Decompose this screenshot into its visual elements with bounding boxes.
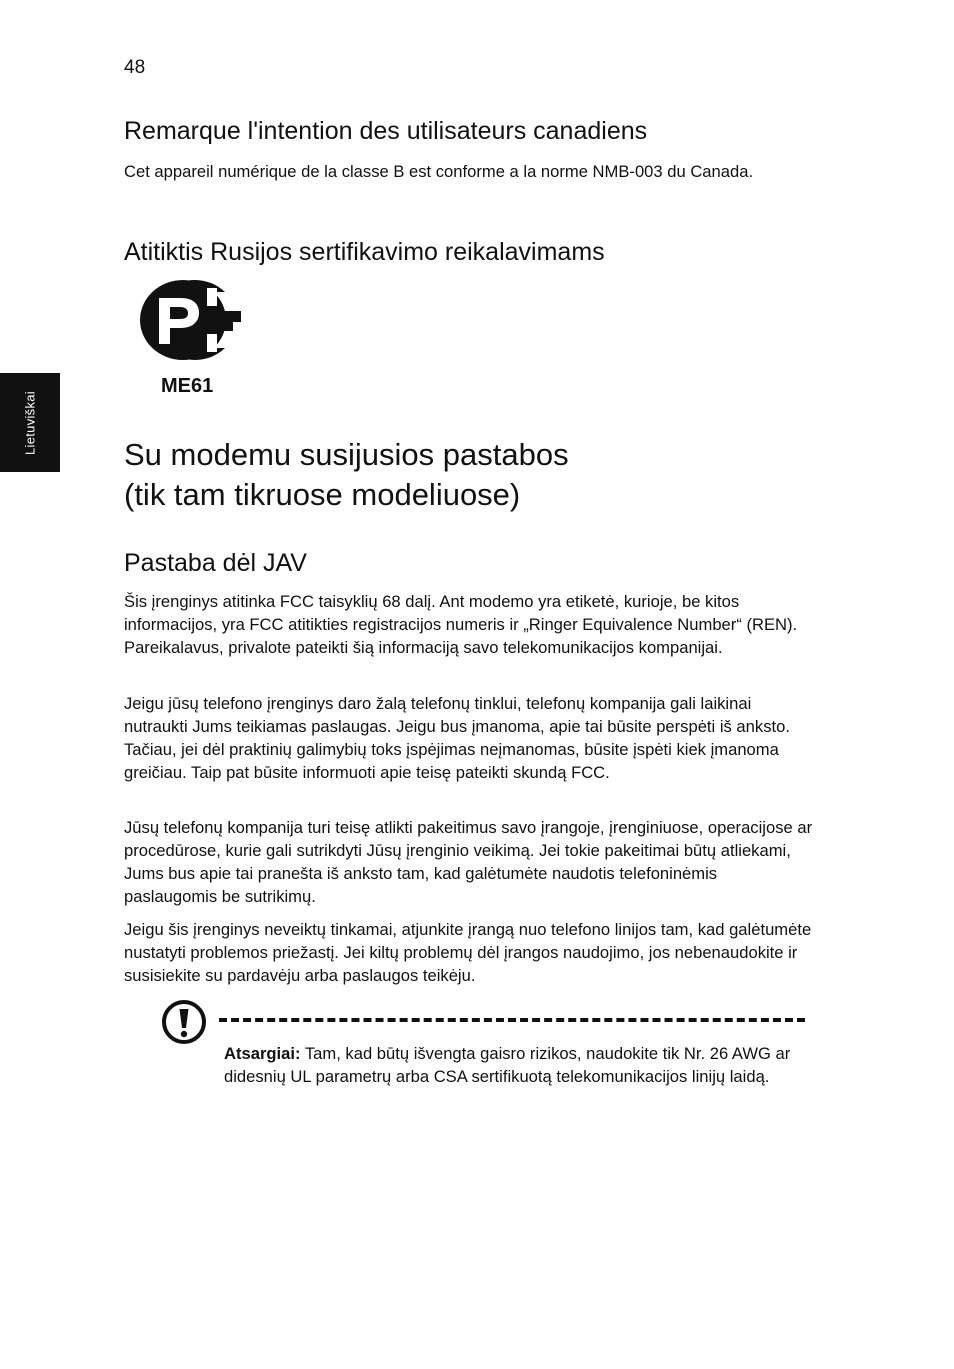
- usa-paragraph: Šis įrenginys atitinka FCC taisyklių 68 dalį. Ant modemo yra etiketė, kurioje, be kitos informacijos, yra FCC atitikties registracijos numeris ir „Ringer Equivalence Number“ (REN). Pareikalavus, privalote pateikti šią informaciją savo telekomunikacijos kompanijai.: [124, 592, 798, 657]
- caution-text: Tam, kad būtų išvengta gaisro rizikos, naudokite tik Nr. 26 AWG ar didesnių UL parametrų arba CSA sertifikuotą telekomunikacijos linijų laidą.: [224, 1044, 791, 1086]
- usa-paragraph: Jeigu jūsų telefono įrenginys daro žalą telefonų tinklui, telefonų kompanija gali laikinai nutraukti Jums teikiamas paslaugas. Jeigu bus įmanoma, apie tai būsite perspėti iš anksto. Tačiau, jei dėl praktinių galimybių toks įspėjimas neįmanomas, būsite įspėti kiek įmanoma greičiau. Taip pat būsite informuoti apie teisę pateikti skundą FCC.: [124, 694, 790, 782]
- caution-divider: [219, 1018, 805, 1022]
- rst-certification-logo: [137, 278, 243, 362]
- usa-heading: Pastaba dėl JAV: [124, 549, 307, 577]
- caution-label: Atsargiai:: [224, 1044, 301, 1063]
- usa-paragraph: Jeigu šis įrenginys neveiktų tinkamai, atjunkite įrangą nuo telefono linijos tam, kad galėtumėte nustatyti problemos priežastį. Jei kiltų problemų dėl įrangos naudojimo, jos nebenaudokite ir susisiekite su pardavėju arba paslaugos teikėju.: [124, 920, 812, 985]
- usa-paragraph: Jūsų telefonų kompanija turi teisę atlikti pakeitimus savo įrangoje, įrenginiuose, operacijose ar procedūrose, kurie gali sutrikdyti Jūsų įrenginio veikimą. Jei tokie pakeitimai būtų atliekami, Jums bus apie tai pranešta iš anksto tam, kad galėtumėte naudotis telefoninėmis paslaugomis be sutrikimų.: [124, 818, 813, 906]
- warning-exclamation-icon: [160, 998, 208, 1046]
- language-side-tab-label: Lietuviškai: [22, 391, 38, 455]
- caution-note: [224, 1042, 804, 1088]
- language-side-tab: [0, 373, 60, 472]
- page-number: 48: [124, 57, 146, 78]
- logo-caption: ME61: [161, 375, 214, 397]
- main-heading-line2: (tik tam tikruose modeliuose): [124, 477, 521, 512]
- russia-heading: Atitiktis Rusijos sertifikavimo reikalavimams: [124, 238, 605, 266]
- main-heading-line1: Su modemu susijusios pastabos: [124, 437, 569, 472]
- canada-text: Cet appareil numérique de la classe B est conforme a la norme NMB-003 du Canada.: [124, 162, 754, 181]
- canada-heading: Remarque l'intention des utilisateurs canadiens: [124, 117, 648, 145]
